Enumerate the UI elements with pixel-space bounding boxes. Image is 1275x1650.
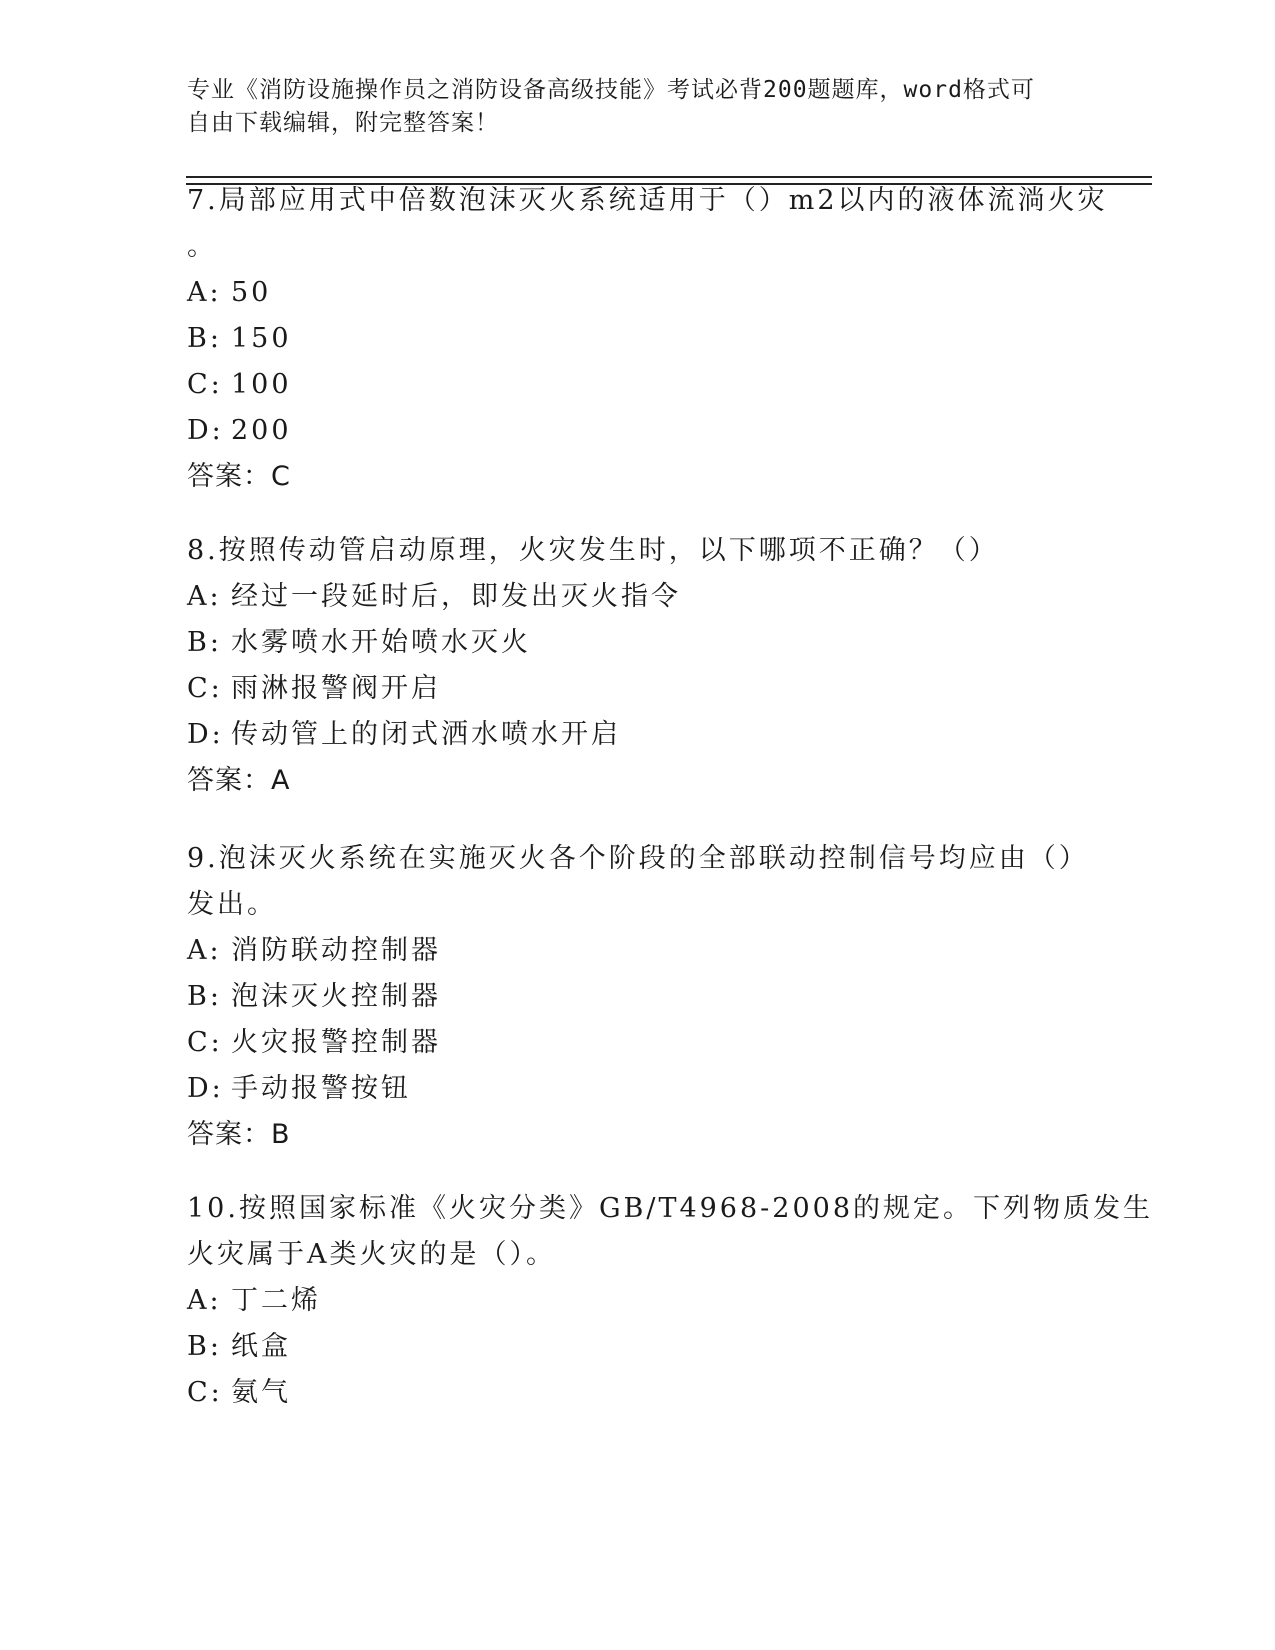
option-a (187, 574, 1087, 620)
question-stem: 火灾属于A类火灾的是（）。 (187, 1239, 556, 1270)
question-stem: 8.按照传动管启动原理，火灾发生时，以下哪项不正确？（） (187, 535, 999, 566)
option-letter: B: (187, 627, 222, 658)
header-line-1: 专业《消防设施操作员之消防设备高级技能》考试必背200题题库，word格式可 (187, 77, 1035, 103)
option-letter: A: (187, 935, 222, 966)
option-b (187, 974, 1087, 1020)
option-letter: B: (187, 323, 222, 354)
option-letter: A: (187, 277, 222, 308)
question-stem: 10.按照国家标准《火灾分类》GB/T4968-2008的规定。下列物质发生 (187, 1193, 1154, 1224)
document-header (187, 74, 1067, 140)
option-letter: C: (187, 673, 223, 704)
question-stem: 9.泡沫灭火系统在实施灭火各个阶段的全部联动控制信号均应由（） (187, 843, 1089, 874)
question-8 (187, 528, 1087, 804)
answer: 答案：A (187, 765, 291, 796)
answer: 答案：C (187, 461, 291, 492)
option-text: 200 (231, 415, 292, 446)
option-b (187, 316, 1087, 362)
option-text: 泡沫灭火控制器 (231, 981, 441, 1012)
option-letter: D: (187, 719, 224, 750)
option-text: 丁二烯 (231, 1285, 321, 1316)
option-text: 150 (231, 323, 292, 354)
header-line-2: 自由下载编辑，附完整答案！ (187, 110, 499, 136)
question-7 (187, 178, 1108, 500)
option-letter: C: (187, 369, 223, 400)
option-a (187, 270, 1087, 316)
option-d (187, 712, 1087, 758)
option-c (187, 1370, 1087, 1416)
option-b (187, 1324, 1087, 1370)
option-text: 经过一段延时后，即发出灭火指令 (231, 581, 681, 612)
option-c (187, 666, 1087, 712)
option-text: 手动报警按钮 (231, 1073, 411, 1104)
option-c (187, 362, 1087, 408)
option-d (187, 408, 1087, 454)
option-letter: B: (187, 981, 222, 1012)
option-text: 传动管上的闭式洒水喷水开启 (231, 719, 621, 750)
option-text: 水雾喷水开始喷水灭火 (231, 627, 531, 658)
option-letter: A: (187, 581, 222, 612)
option-a (187, 928, 1087, 974)
option-text: 50 (231, 277, 272, 308)
option-d (187, 1066, 1087, 1112)
question-10 (187, 1186, 1154, 1416)
option-letter: C: (187, 1377, 223, 1408)
option-text: 氨气 (231, 1377, 291, 1408)
option-text: 火灾报警控制器 (231, 1027, 441, 1058)
question-stem: 7.局部应用式中倍数泡沫灭火系统适用于（）m2以内的液体流淌火灾 (187, 185, 1108, 216)
option-text: 100 (231, 369, 292, 400)
option-letter: C: (187, 1027, 223, 1058)
option-text: 雨淋报警阀开启 (231, 673, 441, 704)
option-c (187, 1020, 1087, 1066)
answer: 答案：B (187, 1119, 291, 1150)
option-letter: D: (187, 1073, 224, 1104)
option-a (187, 1278, 1087, 1324)
option-letter: A: (187, 1285, 222, 1316)
question-stem: 。 (187, 231, 217, 262)
question-9 (187, 836, 1087, 1158)
question-stem: 发出。 (187, 889, 277, 920)
option-text: 纸盒 (231, 1331, 291, 1362)
option-letter: B: (187, 1331, 222, 1362)
option-text: 消防联动控制器 (231, 935, 441, 966)
option-b (187, 620, 1087, 666)
option-letter: D: (187, 415, 224, 446)
